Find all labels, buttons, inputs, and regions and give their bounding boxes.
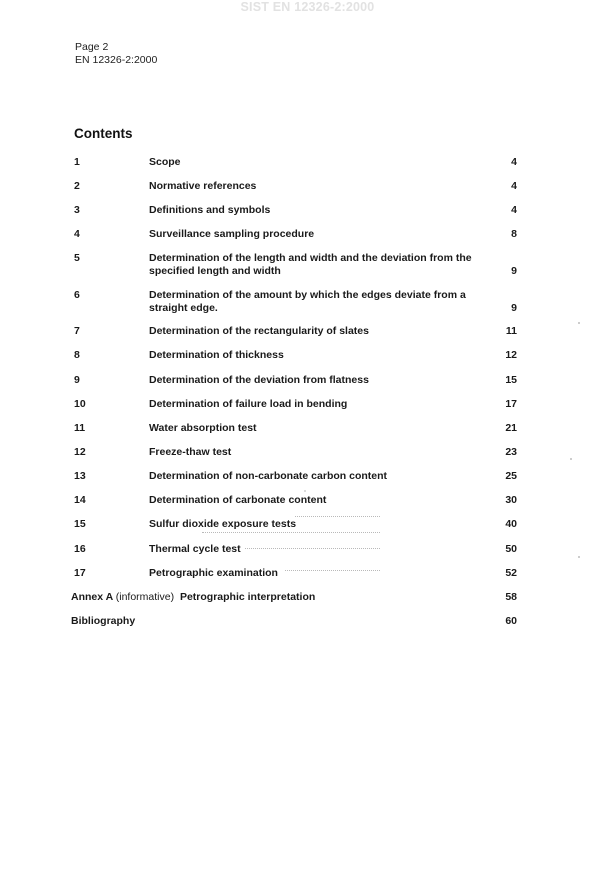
- toc-entry-page: 4: [511, 180, 517, 192]
- bibliography-title: Bibliography: [71, 615, 136, 627]
- toc-entry-page: 25: [505, 470, 517, 482]
- toc-entry-page: 21: [505, 422, 517, 434]
- scan-speck: [570, 458, 572, 460]
- toc-entry-page: 15: [505, 374, 517, 386]
- toc-entry-page: 40: [505, 518, 517, 530]
- toc-entry-title: Scope: [149, 156, 181, 168]
- document-id: EN 12326-2:2000: [75, 54, 158, 66]
- toc-entry-title: Thermal cycle test: [149, 543, 241, 555]
- toc-entry-number: 8: [74, 349, 80, 361]
- toc-entry-page: 12: [505, 349, 517, 361]
- toc-entry-page: 60: [505, 615, 517, 627]
- toc-entry-title: Definitions and symbols: [149, 204, 271, 216]
- toc-entry-page: 30: [505, 494, 517, 506]
- toc-entry-title: Petrographic examination: [149, 567, 278, 579]
- toc-entry-number: 2: [74, 180, 80, 192]
- toc-entry-page: 4: [511, 204, 517, 216]
- toc-entry-page: 17: [505, 398, 517, 410]
- toc-entry-number: 4: [74, 228, 80, 240]
- toc-entry-page: 52: [505, 567, 517, 579]
- annex-label: [71, 591, 315, 604]
- toc-entry-title: Determination of carbonate content: [149, 494, 327, 506]
- scan-speck: [304, 490, 306, 492]
- toc-entry-title: Freeze-thaw test: [149, 446, 232, 458]
- toc-entry-number: 10: [74, 398, 86, 410]
- toc-entry-number: 3: [74, 204, 80, 216]
- toc-entry-number: 17: [74, 567, 86, 579]
- faint-stamp-mark: [200, 512, 385, 587]
- page-header: [75, 41, 157, 67]
- toc-entry-number: 14: [74, 494, 86, 506]
- toc-entry-title: Determination of the length and width and the deviation from the specified length and width: [149, 252, 472, 277]
- toc-entry-page: 9: [511, 302, 517, 314]
- toc-entry-page: 11: [505, 325, 517, 337]
- toc-entry-number: 1: [74, 156, 80, 168]
- toc-entry-number: 7: [74, 325, 80, 337]
- toc-entry-title: Water absorption test: [149, 422, 257, 434]
- toc-entry-title: Determination of the amount by which the edges deviate from a straight edge.: [149, 289, 466, 314]
- toc-entry-title: Determination of failure load in bending: [149, 398, 348, 410]
- page-number: Page 2: [75, 41, 109, 53]
- watermark: SIST EN 12326-2:2000: [240, 0, 375, 14]
- toc-entry-number: 9: [74, 374, 80, 386]
- toc-entry-page: 23: [505, 446, 517, 458]
- toc-entry-title: Normative references: [149, 180, 257, 192]
- scan-speck: [578, 556, 580, 558]
- toc-entry-page: 50: [505, 543, 517, 555]
- toc-entry-number: 11: [74, 422, 86, 434]
- toc-entry-page: 9: [511, 265, 517, 277]
- toc-entry-title: Determination of non-carbonate carbon content: [149, 470, 388, 482]
- toc-entry-title: Sulfur dioxide exposure tests: [149, 518, 297, 530]
- contents-heading: Contents: [74, 126, 133, 141]
- annex-note: (informative): [115, 591, 175, 603]
- scan-speck: [578, 322, 580, 324]
- toc-entry-number: 5: [74, 252, 80, 264]
- toc-entry-page: 8: [511, 228, 517, 240]
- toc-entry-page: 58: [505, 591, 517, 603]
- annex-prefix: Annex A: [71, 591, 113, 603]
- toc-entry-number: 16: [74, 543, 86, 555]
- toc-entry-number: 15: [74, 518, 86, 530]
- toc-entry-title: Surveillance sampling procedure: [149, 228, 315, 240]
- toc-entry-number: 13: [74, 470, 86, 482]
- annex-title: Petrographic interpretation: [179, 591, 316, 603]
- toc-entry-title: Determination of the rectangularity of slates: [149, 325, 369, 337]
- toc-entry-number: 12: [74, 446, 86, 458]
- toc-entry-number: 6: [74, 289, 80, 301]
- toc-entry-title: Determination of the deviation from flatness: [149, 374, 369, 386]
- toc-entry-page: 4: [511, 156, 517, 168]
- toc-entry-title: Determination of thickness: [149, 349, 284, 361]
